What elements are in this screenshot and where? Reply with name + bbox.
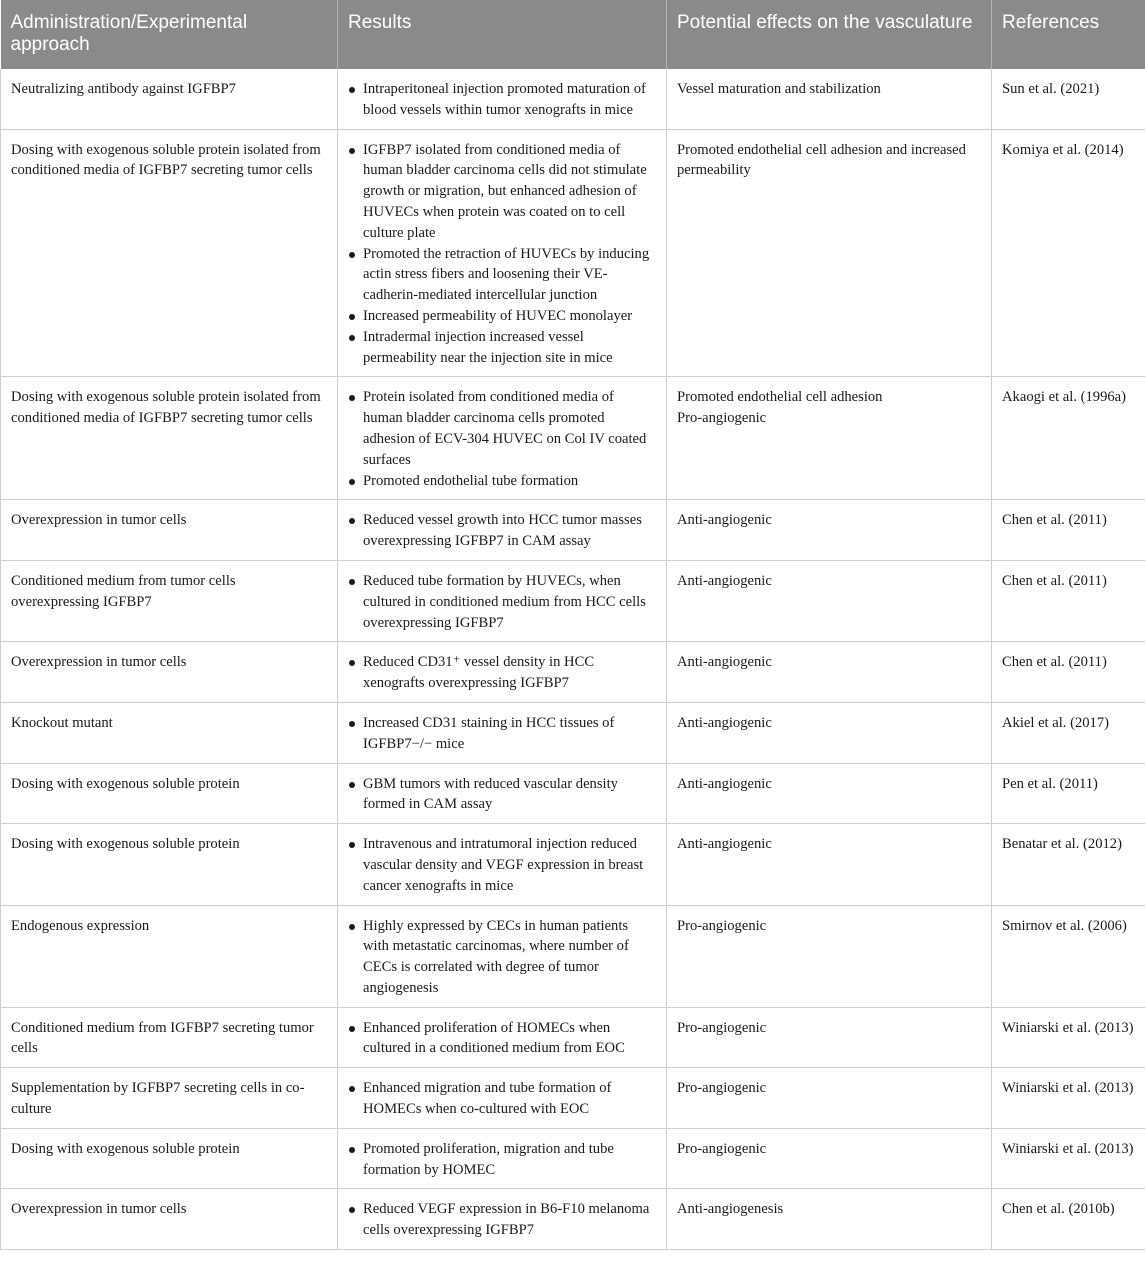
effect-line: Pro-angiogenic xyxy=(677,1140,767,1157)
effects-cell xyxy=(667,642,992,703)
effect-line: Vessel maturation and stabilization xyxy=(677,81,881,97)
result-item: Protein isolated from conditioned media of human bladder carcinoma cells promoted adhesion of ECV-304 HUVEC on Col IV coated surfaces xyxy=(348,387,656,470)
results-cell xyxy=(338,824,667,905)
header-results: Results xyxy=(338,0,667,69)
results-cell xyxy=(338,702,667,763)
approach-cell: Dosing with exogenous soluble protein isolated from conditioned media of IGFBP7 secreting tumor cells xyxy=(1,129,338,377)
table-row xyxy=(1,129,1145,377)
approach-cell: Knockout mutant xyxy=(1,702,338,763)
results-cell xyxy=(338,763,667,824)
results-list xyxy=(348,571,656,633)
effects-cell xyxy=(667,702,992,763)
result-item: Reduced VEGF expression in B6-F10 melanoma cells overexpressing IGFBP7 xyxy=(348,1199,656,1241)
effects-cell xyxy=(667,500,992,561)
result-item: Highly expressed by CECs in human patients with metastatic carcinomas, where number of CECs is correlated with degree of tumor angiogenesis xyxy=(348,916,656,999)
table-row xyxy=(1,500,1145,561)
table-row xyxy=(1,1007,1145,1068)
effect-line: Promoted endothelial cell adhesion and increased permeability xyxy=(677,141,966,179)
effects-cell xyxy=(667,69,992,129)
results-cell xyxy=(338,500,667,561)
approach-cell: Neutralizing antibody against IGFBP7 xyxy=(1,69,338,129)
approach-cell: Dosing with exogenous soluble protein xyxy=(1,763,338,824)
results-cell xyxy=(338,905,667,1007)
header-approach: Administration/Experimental approach xyxy=(1,0,338,69)
effect-line: Anti-angiogenesis xyxy=(677,1201,784,1218)
approach-cell: Overexpression in tumor cells xyxy=(1,500,338,561)
reference-cell: Winiarski et al. (2013) xyxy=(992,1007,1145,1068)
result-item: Intraperitoneal injection promoted maturation of blood vessels within tumor xenografts in mice xyxy=(348,79,656,121)
results-list xyxy=(348,916,656,999)
results-list xyxy=(348,387,656,491)
reference-cell: Chen et al. (2010b) xyxy=(992,1189,1145,1250)
table-row xyxy=(1,763,1145,824)
results-cell xyxy=(338,1189,667,1250)
results-list xyxy=(348,1018,656,1060)
effects-cell xyxy=(667,560,992,641)
effect-line: Anti-angiogenic xyxy=(677,654,772,671)
table-row xyxy=(1,642,1145,703)
result-item: Promoted endothelial tube formation xyxy=(348,471,656,492)
results-list xyxy=(348,1139,656,1181)
results-cell xyxy=(338,560,667,641)
result-item: Reduced CD31⁺ vessel density in HCC xenografts overexpressing IGFBP7 xyxy=(348,652,656,694)
effect-line: Pro-angiogenic xyxy=(677,1080,767,1097)
header-effects: Potential effects on the vasculature xyxy=(667,0,992,69)
results-list xyxy=(348,774,656,816)
effect-line: Anti-angiogenic xyxy=(677,836,772,853)
table-row xyxy=(1,377,1145,500)
effect-line: Promoted endothelial cell adhesion xyxy=(677,389,883,406)
approach-cell: Dosing with exogenous soluble protein isolated from conditioned media of IGFBP7 secreting tumor cells xyxy=(1,377,338,500)
effects-cell xyxy=(667,763,992,824)
effects-cell xyxy=(667,129,992,377)
effects-cell xyxy=(667,377,992,500)
reference-cell: Chen et al. (2011) xyxy=(992,560,1145,641)
reference-cell: Winiarski et al. (2013) xyxy=(992,1128,1145,1189)
results-list xyxy=(348,834,656,896)
reference-cell: Komiya et al. (2014) xyxy=(992,129,1145,377)
effects-cell xyxy=(667,1068,992,1129)
approach-cell: Overexpression in tumor cells xyxy=(1,642,338,703)
table-row xyxy=(1,1128,1145,1189)
results-cell xyxy=(338,1128,667,1189)
results-cell xyxy=(338,1007,667,1068)
results-list xyxy=(348,79,656,121)
reference-cell: Smirnov et al. (2006) xyxy=(992,905,1145,1007)
effect-line: Anti-angiogenic xyxy=(677,572,772,589)
result-item: Promoted proliferation, migration and tube formation by HOMEC xyxy=(348,1139,656,1181)
result-item: GBM tumors with reduced vascular density formed in CAM assay xyxy=(348,774,656,816)
results-cell xyxy=(338,69,667,129)
results-list xyxy=(348,1199,656,1241)
result-item: Promoted the retraction of HUVECs by inducing actin stress fibers and loosening their VE-cadherin-mediated intercellular junction xyxy=(348,244,656,306)
approach-cell: Overexpression in tumor cells xyxy=(1,1189,338,1250)
approach-cell: Supplementation by IGFBP7 secreting cells in co-culture xyxy=(1,1068,338,1129)
results-list xyxy=(348,140,656,369)
result-item: IGFBP7 isolated from conditioned media of human bladder carcinoma cells did not stimulate growth or migration, but enhanced adhesion of HUVECs when protein was coated on to cell culture plate xyxy=(348,140,656,244)
reference-cell: Benatar et al. (2012) xyxy=(992,824,1145,905)
result-item: Reduced tube formation by HUVECs, when cultured in conditioned medium from HCC cells overexpressing IGFBP7 xyxy=(348,571,656,633)
effects-cell xyxy=(667,824,992,905)
reference-cell: Pen et al. (2011) xyxy=(992,763,1145,824)
results-cell xyxy=(338,1068,667,1129)
results-list xyxy=(348,510,656,552)
effect-line: Pro-angiogenic xyxy=(677,410,767,427)
table-row xyxy=(1,69,1145,129)
results-cell xyxy=(338,377,667,500)
effect-line: Anti-angiogenic xyxy=(677,775,772,792)
effects-cell xyxy=(667,1189,992,1250)
result-item: Reduced vessel growth into HCC tumor masses overexpressing IGFBP7 in CAM assay xyxy=(348,510,656,552)
approach-cell: Dosing with exogenous soluble protein xyxy=(1,1128,338,1189)
reference-cell: Winiarski et al. (2013) xyxy=(992,1068,1145,1129)
table-body xyxy=(1,69,1145,1250)
effect-line: Anti-angiogenic xyxy=(677,512,772,529)
table-row xyxy=(1,1068,1145,1129)
table-row xyxy=(1,702,1145,763)
result-item: Enhanced migration and tube formation of HOMECs when co-cultured with EOC xyxy=(348,1078,656,1120)
table-row xyxy=(1,824,1145,905)
approach-cell: Conditioned medium from IGFBP7 secreting tumor cells xyxy=(1,1007,338,1068)
approach-cell: Dosing with exogenous soluble protein xyxy=(1,824,338,905)
effects-cell xyxy=(667,905,992,1007)
result-item: Intravenous and intratumoral injection reduced vascular density and VEGF expression in breast cancer xenografts in mice xyxy=(348,834,656,896)
reference-cell: Akiel et al. (2017) xyxy=(992,702,1145,763)
approach-cell: Endogenous expression xyxy=(1,905,338,1007)
reference-cell: Chen et al. (2011) xyxy=(992,500,1145,561)
result-item: Intradermal injection increased vessel permeability near the injection site in mice xyxy=(348,327,656,369)
results-cell xyxy=(338,129,667,377)
table-row xyxy=(1,905,1145,1007)
result-item: Increased CD31 staining in HCC tissues of IGFBP7−/− mice xyxy=(348,713,656,755)
header-row xyxy=(1,0,1145,69)
table-row xyxy=(1,560,1145,641)
results-list xyxy=(348,1078,656,1120)
table-header xyxy=(1,0,1145,69)
reference-cell: Chen et al. (2011) xyxy=(992,642,1145,703)
results-cell xyxy=(338,642,667,703)
result-item: Enhanced proliferation of HOMECs when cultured in a conditioned medium from EOC xyxy=(348,1018,656,1060)
effects-cell xyxy=(667,1007,992,1068)
effect-line: Anti-angiogenic xyxy=(677,714,772,731)
result-item: Increased permeability of HUVEC monolayer xyxy=(348,306,656,327)
effect-line: Pro-angiogenic xyxy=(677,917,767,934)
effects-cell xyxy=(667,1128,992,1189)
approach-cell: Conditioned medium from tumor cells overexpressing IGFBP7 xyxy=(1,560,338,641)
reference-cell: Akaogi et al. (1996a) xyxy=(992,377,1145,500)
results-list xyxy=(348,652,656,694)
reference-cell: Sun et al. (2021) xyxy=(992,69,1145,129)
effect-line: Pro-angiogenic xyxy=(677,1019,767,1036)
header-references: References xyxy=(992,0,1145,69)
results-list xyxy=(348,713,656,755)
table-row xyxy=(1,1189,1145,1250)
